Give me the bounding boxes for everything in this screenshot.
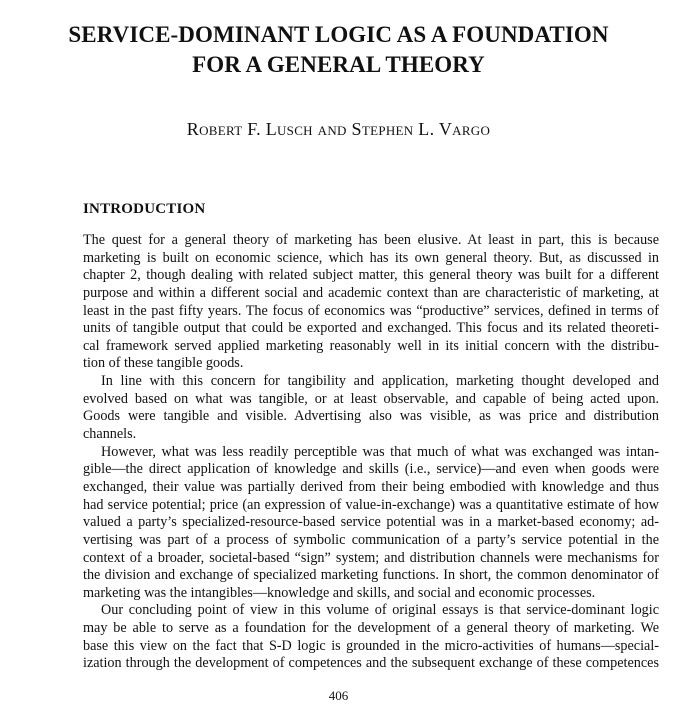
body-line: purpose and within a different social and academic context than are characteristic of marketing, at — [83, 284, 659, 301]
body-text — [83, 232, 659, 673]
body-line: tion of these tangible goods. — [83, 355, 244, 372]
body-line: marketing was the intangibles—knowledge and skills, and social and economic processes. — [83, 584, 596, 601]
body-line: vertising was part of a process of symbolic communication of a party’s service potential in the — [83, 531, 659, 548]
body-line: had service potential; price (an expression of value-in-exchange) was a quantitative estimate of how — [83, 496, 659, 513]
chapter-title-line-1: SERVICE-DOMINANT LOGIC AS A FOUNDATION — [68, 22, 609, 47]
body-line: ization through the development of competences and the subsequent exchange of these competences — [83, 655, 659, 672]
body-line: cal framework served applied marketing reasonably well in its initial concern with the distribu- — [83, 337, 659, 354]
body-line: gible—the direct application of knowledge and skills (i.e., service)—and even when goods were — [83, 461, 659, 478]
body-line: Goods were tangible and visible. Advertising also was visible, as was price and distribution — [83, 408, 659, 425]
body-line: exchanged, their value was partially derived from their being embodied with knowledge and thus — [83, 478, 659, 495]
body-line: However, what was less readily perceptible was that much of what was exchanged was intan- — [101, 443, 659, 460]
page-number: 406 — [328, 688, 349, 703]
body-line: chapter 2, though dealing with related subject matter, this general theory was built for a different — [83, 267, 659, 284]
section-heading-introduction: INTRODUCTION — [83, 201, 206, 217]
body-line: least in the past fifty years. The focus of economics was “productive” services, defined in terms of — [83, 302, 659, 319]
chapter-title-line-2: FOR A GENERAL THEORY — [192, 52, 485, 77]
body-line: units of tangible output that could be exported and exchanged. This focus and its related theoreti- — [83, 320, 659, 337]
body-line: evolved based on what was tangible, or at least observable, and capable of being acted upon. — [83, 390, 659, 407]
body-line: marketing is built on economic science, which has its own general theory. But, as discussed in — [83, 249, 659, 266]
body-line: may be able to serve as a foundation for the development of a general theory of marketing. We — [83, 620, 659, 637]
body-line: In line with this concern for tangibility and application, marketing thought developed and — [101, 373, 659, 390]
chapter-authors: Robert F. Lusch and Stephen L. Vargo — [186, 119, 491, 139]
body-line: base this view on the fact that S-D logic is grounded in the micro-activities of humans—special- — [83, 637, 659, 654]
body-line: The quest for a general theory of marketing has been elusive. At least in part, this is because — [83, 232, 659, 248]
body-line: the division and exchange of specialized marketing functions. In short, the common denominator of — [83, 567, 659, 584]
body-line: channels. — [83, 426, 137, 443]
body-line: context of a broader, societal-based “sign” system; and distribution channels were mechanisms for — [83, 549, 659, 566]
body-line: Our concluding point of view in this volume of original essays is that service-dominant logic — [101, 602, 659, 619]
body-line: valued a party’s specialized-resource-based service potential was in a market-based economy; ad- — [83, 514, 659, 531]
chapter-title — [0, 20, 677, 80]
